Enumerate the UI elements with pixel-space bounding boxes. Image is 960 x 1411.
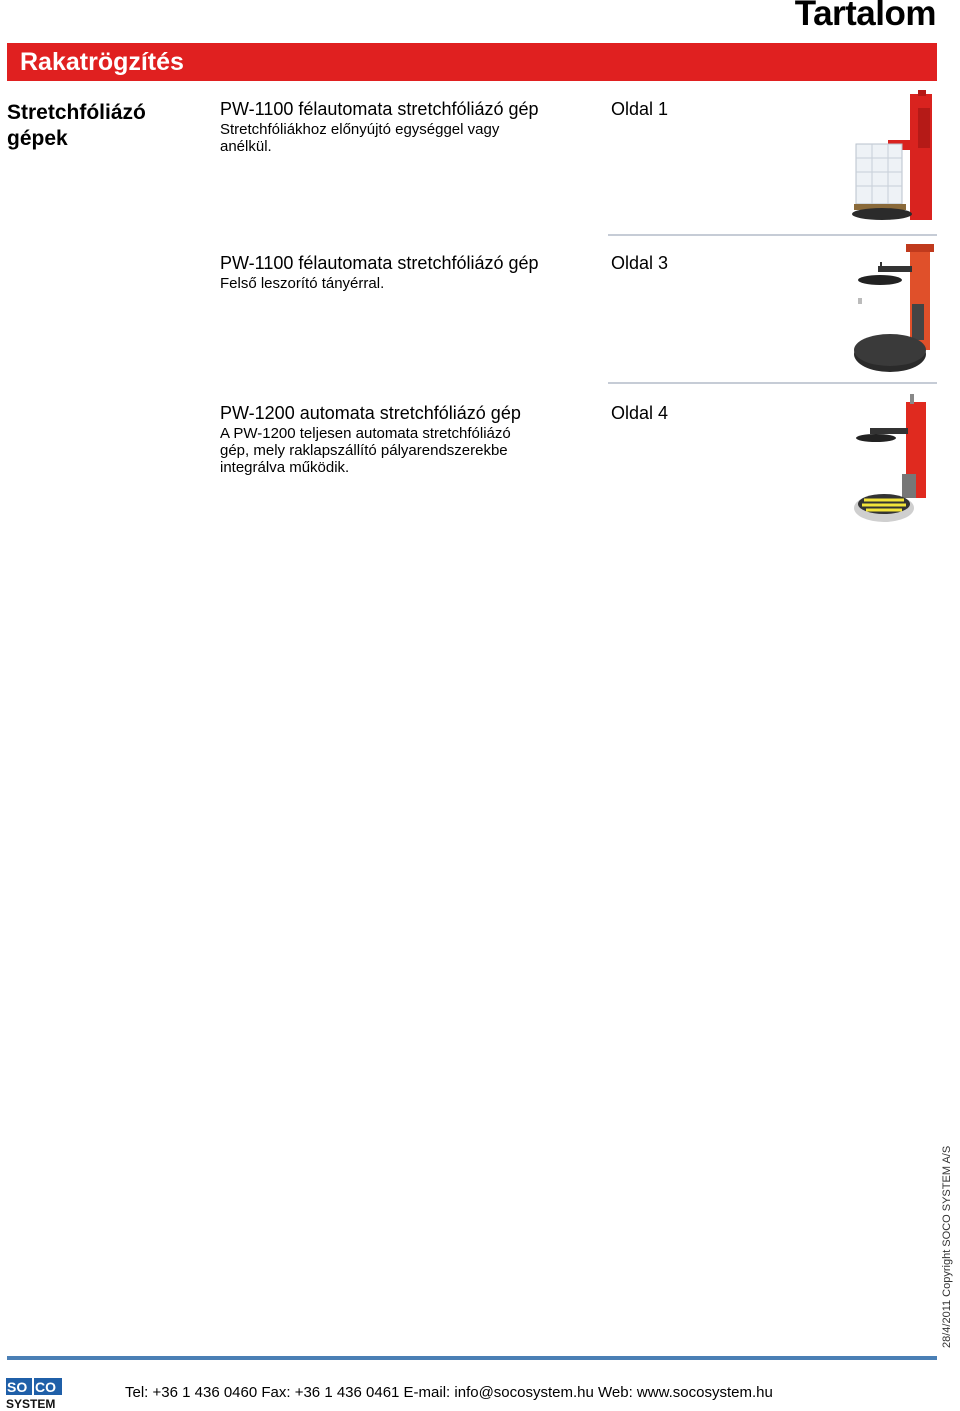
entry-description: A PW-1200 teljesen automata stretchfóliázó gép, mely raklapszállító pályarendszerekbe integrálva működik. [220,425,511,476]
entry-description: Felső leszorító tányérral. [220,275,385,292]
category-heading: Stretchfóliázó gépek [7,101,146,150]
entry-page-number[interactable]: Oldal 4 [611,403,669,423]
section-header-bar [7,43,937,81]
svg-text:SO: SO [7,1379,28,1395]
svg-text:SYSTEM: SYSTEM [6,1397,56,1410]
toc-entry-pw1200[interactable] [220,402,936,476]
entry-title: PW-1100 félautomata stretchfóliázó gép [220,253,539,273]
copyright-text: 28/4/2011 Copyright SOCO SYSTEM A/S [941,1145,953,1348]
entry-divider [608,382,937,384]
toc-entry-pw1100-b[interactable] [220,252,936,292]
entry-description: Stretchfóliákhoz előnyújtó egységgel vagy anélkül. [220,121,500,155]
toc-entry-pw1100-a[interactable] [220,98,936,155]
entry-title: PW-1200 automata stretchfóliázó gép [220,403,521,423]
entry-page-number[interactable]: Oldal 3 [611,253,669,273]
soco-system-logo [6,1378,62,1410]
page-title: Tartalom [794,0,936,33]
pw1100-machine-with-top-press-image [850,244,936,376]
footer-line [7,1356,937,1360]
svg-text:CO: CO [35,1379,56,1395]
entry-title: PW-1100 félautomata stretchfóliázó gép [220,99,539,119]
entry-divider [608,234,937,236]
pw1200-automatic-machine-image [846,392,936,526]
entry-page-number[interactable]: Oldal 1 [611,99,669,119]
section-title: Rakatrögzítés [20,48,184,76]
pw1100-machine-with-pallet-image [848,90,936,222]
footer-contact-info: Tel: +36 1 436 0460 Fax: +36 1 436 0461 E-mail: info@socosystem.hu Web: www.socosystem.hu [125,1384,773,1401]
